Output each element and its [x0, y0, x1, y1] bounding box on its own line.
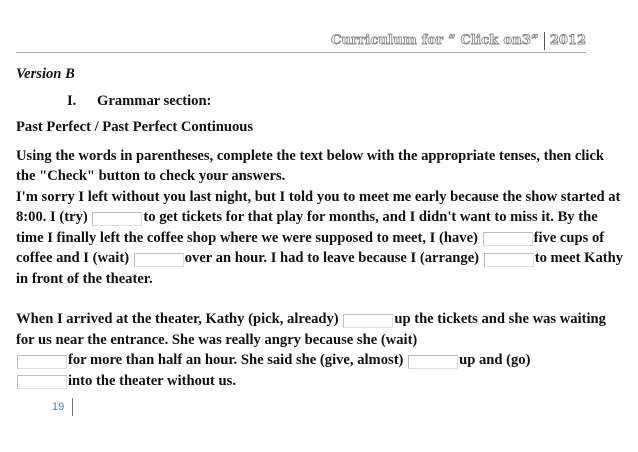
answer-blank-arrange[interactable]: [484, 253, 534, 267]
version-label: Version B: [16, 66, 75, 82]
instructions-text: Using the words in parentheses, complete the text below with the appropriate tenses, then click the "Check" button to check your answers.: [16, 147, 605, 184]
page-footer: [52, 398, 73, 416]
answer-blank-go[interactable]: [17, 375, 67, 389]
answer-blank-pick-already[interactable]: [343, 314, 393, 328]
section-heading: [16, 91, 626, 112]
text-segment: to meet Kathy in front of the theater.: [16, 250, 624, 287]
grammar-topic: Past Perfect / Past Perfect Continuous: [16, 119, 254, 135]
text-segment: up the tickets and she was waiting for us near the entrance. She was really angry because she (wait): [16, 311, 606, 348]
text-segment: I'm sorry I left without you last night, but I told you to meet me early because the show started at 8:00. I (try): [16, 188, 621, 225]
text-segment: When I arrived at the theater, Kathy (pick, already): [16, 311, 339, 327]
text-segment: over an hour. I had to leave because I (arrange): [184, 250, 480, 266]
text-segment: into the theater without us.: [68, 372, 236, 389]
text-segment: to get tickets for that play for months, and I didn't want to miss it. By the time I finally left the coffee shop where we were supposed to meet, I (have): [16, 209, 598, 246]
worksheet-content: [16, 64, 626, 391]
curriculum-title: Curriculum for “ Click on3”: [330, 33, 539, 48]
answer-blank-wait-2[interactable]: [17, 355, 67, 369]
answer-blank-wait[interactable]: [134, 253, 184, 267]
page-number: 19: [52, 401, 65, 413]
footer-separator: [72, 398, 73, 416]
text-segment: up and (go): [459, 352, 531, 368]
header-divider: [16, 52, 586, 53]
answer-blank-give-almost[interactable]: [408, 355, 458, 369]
paragraph-gap: [16, 289, 626, 309]
text-segment: five cups of coffee and I (wait): [16, 229, 605, 266]
answer-blank-try[interactable]: [92, 212, 142, 226]
exercise-paragraph-2: [16, 309, 626, 391]
section-number: I.: [67, 92, 77, 109]
exercise-paragraph-1: [16, 146, 626, 290]
document-header: [331, 30, 586, 52]
answer-blank-have[interactable]: [483, 232, 533, 246]
curriculum-year: 2012: [549, 33, 586, 48]
section-title: Grammar section:: [97, 92, 212, 109]
text-segment: for more than half an hour. She said she (give, almost): [68, 352, 404, 368]
